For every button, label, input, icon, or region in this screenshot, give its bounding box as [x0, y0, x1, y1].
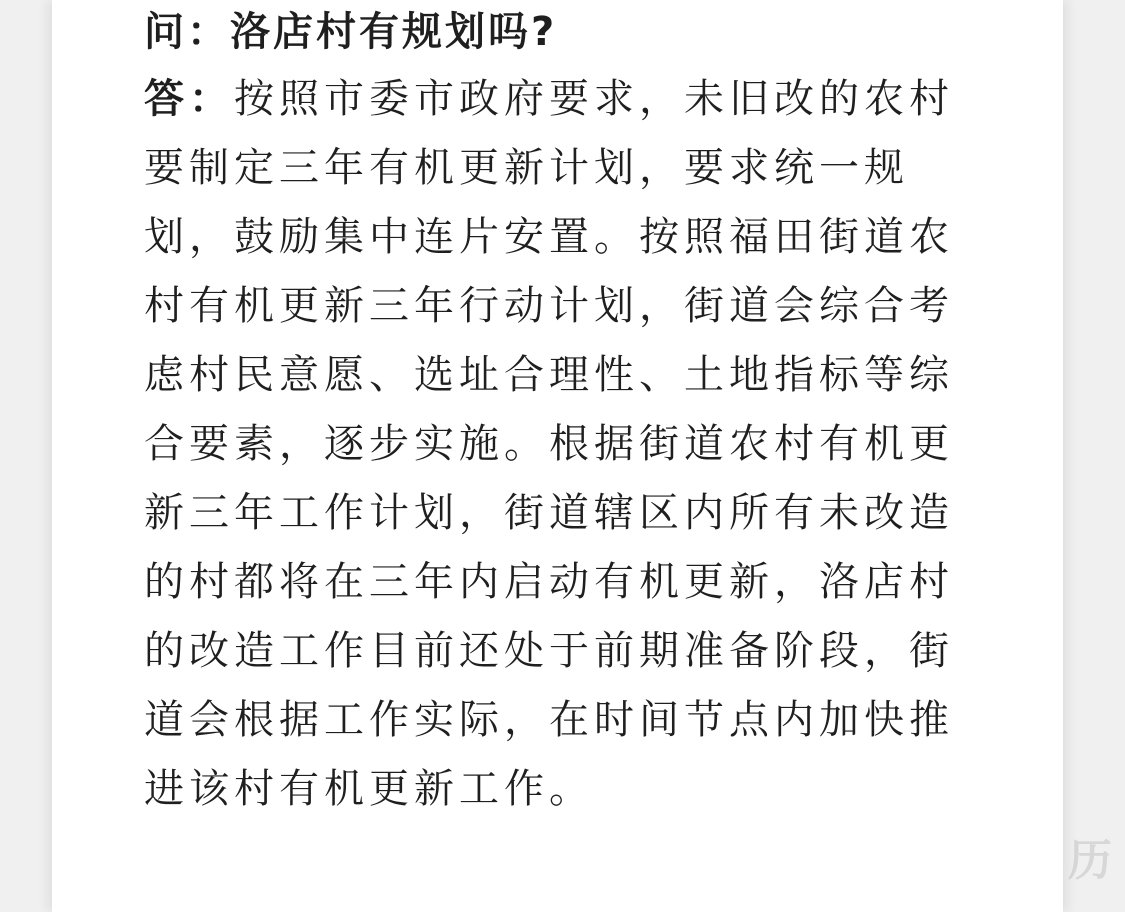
answer-text: 按照市委市政府要求，未旧改的农村要制定三年有机更新计划，要求统一规划，鼓励集中连片安置。按照福田街道农村有机更新三年行动计划，街道会综合考虑村民意愿、选址合理性、土地指标等综合要素，逐步实施。根据街道农村有机更新三年工作计划，街道辖区内所有未改造的村都将在三年内启动有机更新，洛店村的改造工作目前还处于前期准备阶段，街道会根据工作实际，在时间节点内加快推进该村有机更新工作。 [144, 76, 954, 812]
page-margin-left [0, 0, 52, 912]
question-text: 洛店村有规划吗? [230, 9, 558, 55]
qa-article [144, 0, 984, 824]
page-margin-right [1063, 0, 1125, 912]
question-prefix: 问： [144, 9, 230, 55]
article-card [52, 0, 1063, 912]
answer-paragraph [144, 65, 984, 824]
answer-prefix: 答： [144, 76, 234, 122]
question-paragraph [144, 0, 984, 65]
watermark-logo: 历 [1068, 835, 1112, 886]
